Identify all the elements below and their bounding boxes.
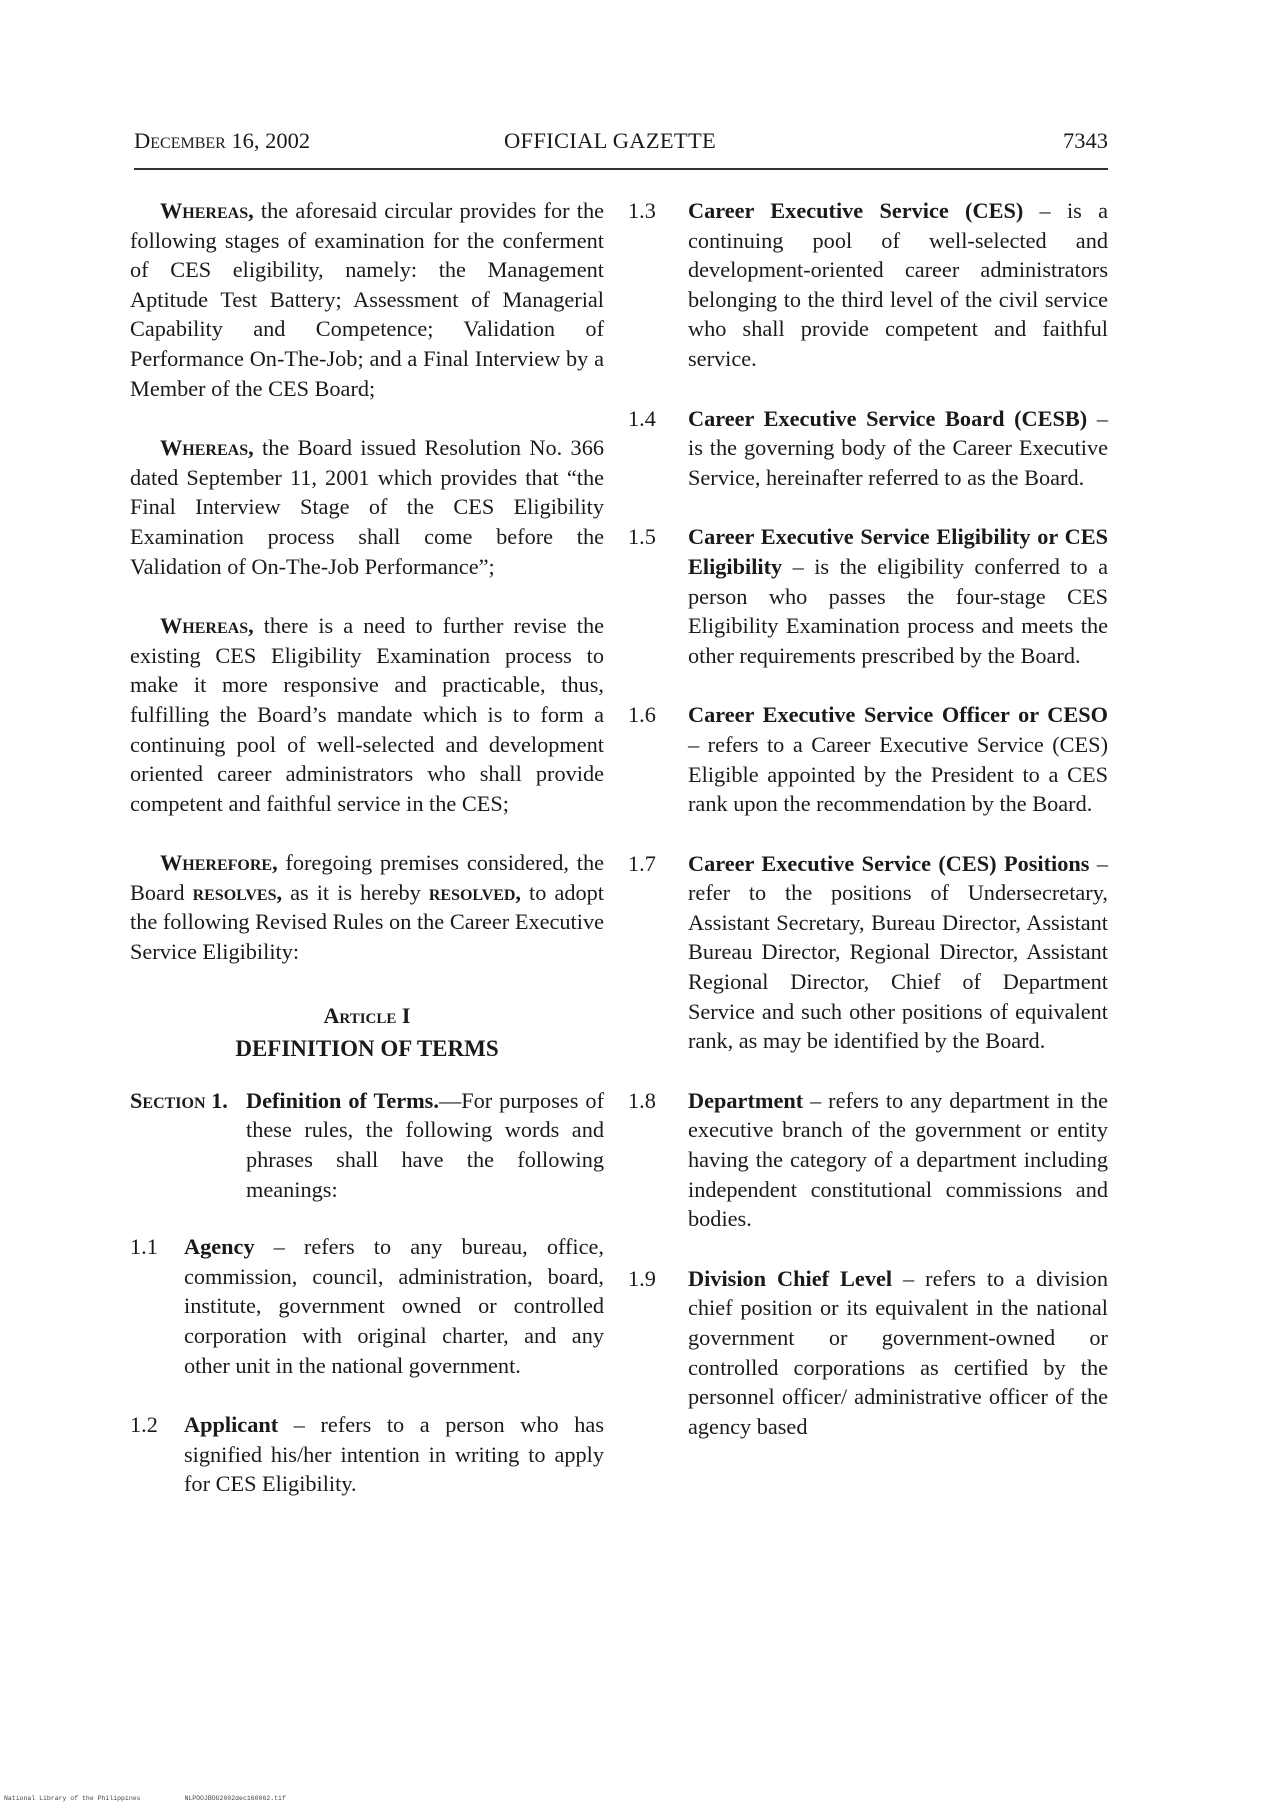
section-label: Section 1. bbox=[130, 1087, 228, 1113]
footer-library: National Library of the Philippines bbox=[4, 1795, 141, 1802]
definition-item bbox=[628, 700, 1108, 818]
item-number: 1.5 bbox=[628, 524, 656, 550]
definition-item bbox=[628, 522, 1108, 670]
header-title: OFFICIAL GAZETTE bbox=[504, 128, 717, 153]
item-term: Career Executive Service Board (CESB) bbox=[688, 405, 1088, 431]
item-number: 1.1 bbox=[130, 1234, 158, 1260]
item-number: 1.6 bbox=[628, 702, 656, 728]
right-column bbox=[628, 196, 1108, 1471]
item-text: – refer to the positions of Undersecretary, Assistant Secretary, Bureau Director, Assistant Bureau Director, Regional Director, Assistant Regional Director, Chief of Department Service and such other positions of equivalent rank, as may be identified by the Board. bbox=[688, 850, 1108, 1054]
item-term: Career Executive Service (CES) bbox=[688, 198, 1024, 223]
definition-item bbox=[130, 1232, 604, 1380]
header-rule bbox=[134, 168, 1108, 170]
left-column bbox=[130, 196, 604, 1529]
item-text: – refers to a person who has signified his/her intention in writing to apply for CES Eligibility. bbox=[184, 1412, 604, 1497]
item-number: 1.8 bbox=[628, 1087, 656, 1113]
item-text: – refers to any department in the executive branch of the government or entity having the category of a department including independent constitutional commissions and bodies. bbox=[688, 1087, 1108, 1232]
article-label: Article I bbox=[323, 1002, 411, 1028]
definition-item bbox=[628, 1264, 1108, 1442]
item-text: – is the governing body of the Career Executive Service, hereinafter referred to as the Board. bbox=[688, 405, 1108, 490]
item-term: Division Chief Level bbox=[688, 1265, 893, 1291]
item-text: – refers to any bureau, office, commission, council, administration, board, institute, government owned or controlled corporation with original charter, and any other unit in the national government. bbox=[184, 1234, 604, 1378]
item-text: – refers to a division chief position or its equivalent in the national government or government-owned or controlled corporations as certified by the personnel officer/ administrative officer of the agency based bbox=[688, 1265, 1108, 1439]
footer-filename: NLPOOJBOG2002dec160062.tif bbox=[184, 1795, 286, 1802]
section-heading: Definition of Terms. bbox=[246, 1087, 439, 1113]
item-term: Agency bbox=[184, 1234, 255, 1260]
scan-footer bbox=[4, 1795, 286, 1802]
item-text: – is a continuing pool of well-selected and development-oriented career administrators belonging to the third level of the civil service who shall provide competent and faithful service. bbox=[688, 198, 1109, 371]
item-text: – refers to a Career Executive Service (CES) Eligible appointed by the President to a CES rank upon the recommendation by the Board. bbox=[688, 731, 1108, 817]
definition-item bbox=[628, 1086, 1108, 1234]
definition-item bbox=[628, 196, 1108, 374]
whereas-paragraph-1: Whereas, the aforesaid circular provides for the following stages of examination for the conferment of CES eligibility, namely: the Management Aptitude Test Battery; Assessment of Managerial Capability and Competence; Validation of Performance On-The-Job; and a Final Interview by a Member of the CES Board; bbox=[130, 198, 604, 401]
definition-item bbox=[628, 404, 1108, 493]
whereas-paragraph-2: Whereas, the Board issued Resolution No. 366 dated September 11, 2001 which provides that “the Final Interview Stage of the CES Eligibility Examination process shall come before the Validation of On-The-Job Performance”; bbox=[130, 435, 604, 579]
article-title: DEFINITION OF TERMS bbox=[235, 1036, 499, 1062]
item-term: Career Executive Service Officer or CESO bbox=[688, 702, 1108, 728]
item-text: – is the eligibility conferred to a person who passes the four-stage CES Eligibility Examination process and meets the other requirements prescribed by the Board. bbox=[688, 553, 1108, 668]
section-1 bbox=[130, 1086, 604, 1204]
section-body: Definition of Terms.—For purposes of these rules, the following words and phrases shall have the following meanings: bbox=[246, 1087, 604, 1202]
item-term: Career Executive Service Eligibility or CES Eligibility bbox=[688, 524, 1108, 579]
item-number: 1.9 bbox=[628, 1265, 656, 1291]
item-number: 1.2 bbox=[130, 1412, 158, 1438]
item-term: Applicant bbox=[184, 1412, 279, 1438]
whereas-paragraph-3: Whereas, there is a need to further revise the existing CES Eligibility Examination process to make it more responsive and practicable, thus, fulfilling the Board’s mandate which is to form a continuing pool of well-selected and development oriented career administrators who shall provide competent and faithful service in the CES; bbox=[130, 613, 604, 816]
definition-item bbox=[130, 1410, 604, 1499]
header-page-number: 7343 bbox=[1063, 128, 1108, 153]
page-header bbox=[134, 128, 1108, 160]
header-date: December 16, 2002 bbox=[134, 128, 311, 153]
item-number: 1.7 bbox=[628, 850, 656, 876]
wherefore-paragraph: Wherefore, foregoing premises considered, the Board resolves, as it is hereby resolved, to adopt the following Revised Rules on the Career Executive Service Eligibility: bbox=[130, 850, 605, 965]
item-number: 1.4 bbox=[628, 405, 656, 431]
item-term: Career Executive Service (CES) Positions bbox=[688, 850, 1090, 876]
definition-item bbox=[628, 849, 1108, 1056]
item-term: Department bbox=[688, 1087, 804, 1113]
item-number: 1.3 bbox=[628, 198, 656, 223]
